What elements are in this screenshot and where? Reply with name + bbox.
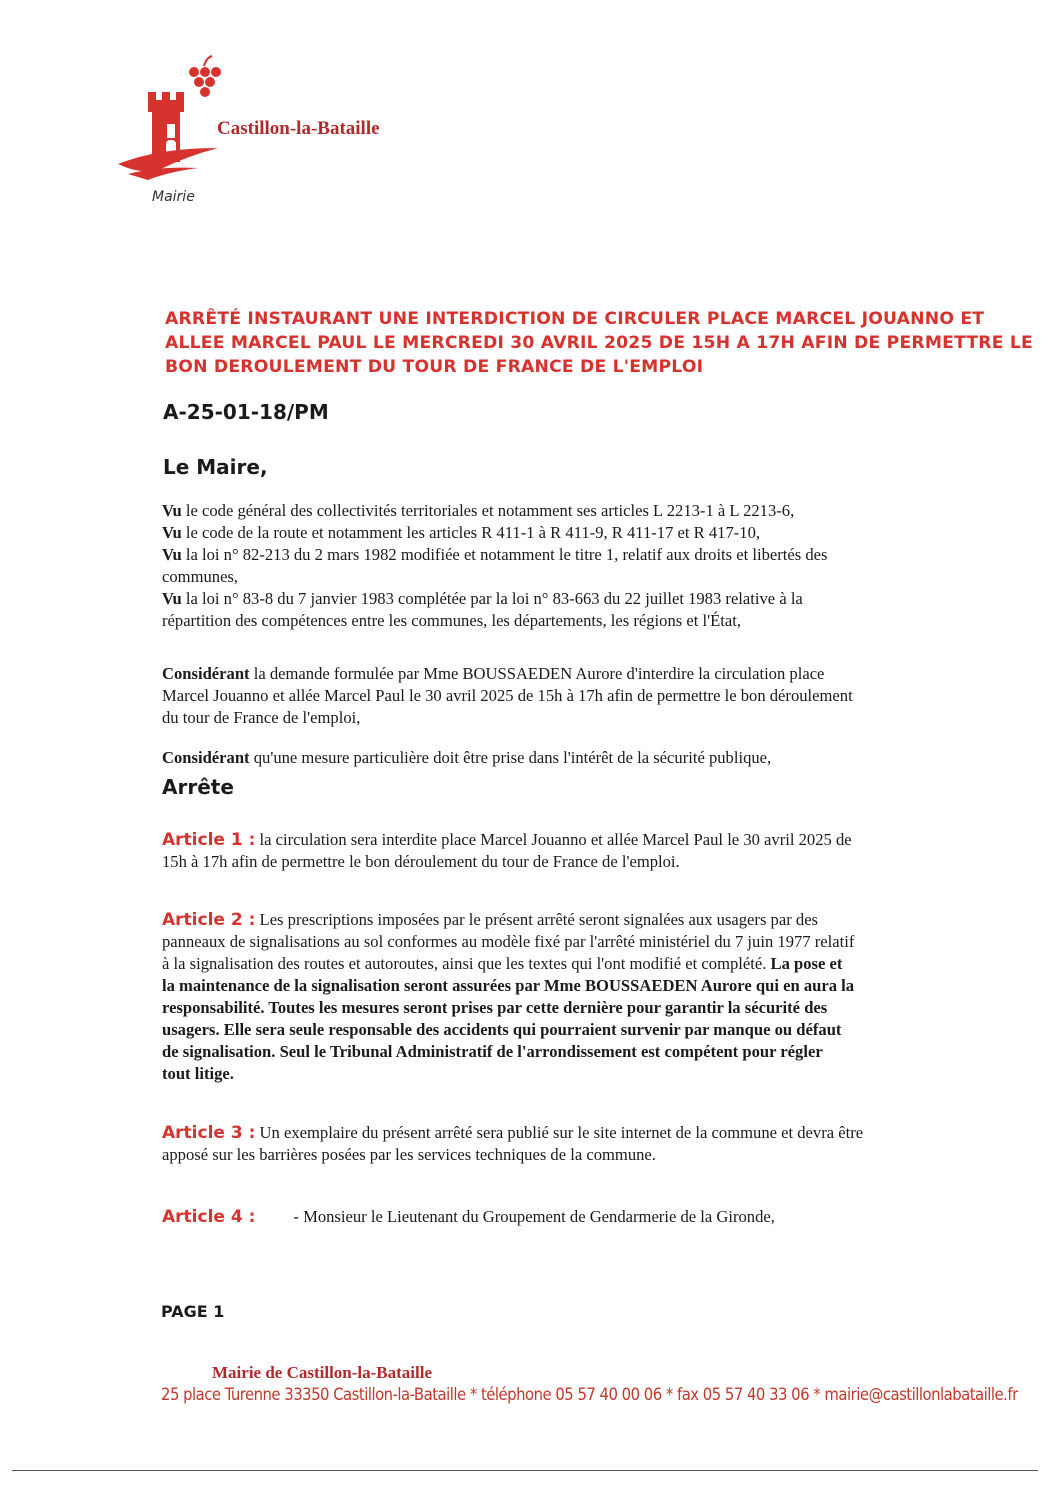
vu-text: la loi n° 82-213 du 2 mars 1982 modifiée et notamment le titre 1, relatif aux droits et libertés des [185, 545, 828, 564]
legal-basis-item [162, 588, 992, 632]
legal-basis-block [162, 500, 992, 632]
town-logo [118, 52, 228, 182]
article-3 [162, 1122, 992, 1166]
considerant-lead: Considérant [162, 748, 250, 767]
article-label: Article 4 : [162, 1207, 256, 1227]
page-number: PAGE 1 [161, 1302, 225, 1321]
considerant-paragraph [162, 663, 992, 729]
title-line: BON DEROULEMENT DU TOUR DE FRANCE DE L'EMPLOI [165, 357, 704, 377]
article-label: Article 1 : [162, 830, 256, 850]
issuer-heading: Le Maire, [163, 455, 268, 479]
bottom-rule [12, 1470, 1038, 1471]
mairie-label: Mairie [152, 189, 195, 205]
article-bold-text: de signalisation. Seul le Tribunal Administratif de l'arrondissement est compétent pour régler [162, 1042, 823, 1061]
article-text: à la signalisation des routes et autoroutes, ainsi que les textes qui l'ont modifié et complété. [162, 954, 767, 973]
footer-name: Mairie de Castillon-la-Bataille [212, 1363, 433, 1382]
vu-lead: Vu [162, 545, 182, 564]
title-line: ARRÊTÉ INSTAURANT UNE INTERDICTION DE CIRCULER PLACE MARCEL JOUANNO ET [165, 309, 985, 329]
considerant-text: qu'une mesure particulière doit être prise dans l'intérêt de la sécurité publique, [249, 748, 772, 767]
considerant-text: Marcel Jouanno et allée Marcel Paul le 30 avril 2025 de 15h à 17h afin de permettre le bon déroulement [162, 686, 853, 705]
document-title [165, 307, 1033, 379]
vu-text: le code général des collectivités territoriales et notamment ses articles L 2213-1 à L 2213-6, [185, 501, 795, 520]
considerant-paragraph [162, 747, 992, 769]
vu-lead: Vu [162, 523, 182, 542]
title-line: ALLEE MARCEL PAUL LE MERCREDI 30 AVRIL 2025 DE 15H A 17H AFIN DE PERMETTRE LE [165, 333, 1033, 353]
footer-address: 25 place Turenne 33350 Castillon-la-Bataille * téléphone 05 57 40 00 06 * fax 05 57 40 33 06 * mairie@castillonlabataille.fr [161, 1385, 1018, 1404]
considerant-text: la demande formulée par Mme BOUSSAEDEN Aurore d'interdire la circulation place [249, 664, 825, 683]
article-bold-text: La pose et [766, 954, 843, 973]
article-bold-text: tout litige. [162, 1064, 234, 1083]
river-swoosh-icon [118, 148, 218, 171]
article-2 [162, 909, 992, 1085]
grapes-icon [189, 56, 221, 97]
article-text: apposé sur les barrières posées par les services techniques de la commune. [162, 1145, 656, 1164]
article-bold-text: usagers. Elle sera seule responsable des accidents qui pourraient survenir par manque ou défaut [162, 1020, 842, 1039]
article-text: 15h à 17h afin de permettre le bon déroulement du tour de France de l'emploi. [162, 852, 680, 871]
considerant-text: du tour de France de l'emploi, [162, 708, 361, 727]
considerant-lead: Considérant [162, 664, 250, 683]
legal-basis-item [162, 522, 992, 544]
town-name: Castillon-la-Bataille [217, 118, 380, 139]
article-1 [162, 829, 992, 873]
article-text: Les prescriptions imposées par le présent arrêté seront signalées aux usagers par des [255, 910, 819, 929]
vu-text: communes, [162, 567, 239, 586]
vu-text: répartition des compétences entre les communes, les départements, les régions et l'État, [162, 611, 741, 630]
article-text: Un exemplaire du présent arrêté sera publié sur le site internet de la commune et devra être [255, 1123, 864, 1142]
vu-lead: Vu [162, 501, 182, 520]
vu-lead: Vu [162, 589, 182, 608]
article-4 [162, 1206, 992, 1228]
vu-text: la loi n° 83-8 du 7 janvier 1983 complétée par la loi n° 83-663 du 22 juillet 1983 relative à la [185, 589, 803, 608]
article-text: - Monsieur le Lieutenant du Groupement de Gendarmerie de la Gironde, [293, 1207, 775, 1226]
vu-text: le code de la route et notamment les articles R 411-1 à R 411-9, R 411-17 et R 417-10, [185, 523, 761, 542]
legal-basis-item [162, 500, 992, 522]
article-bold-text: responsabilité. Toutes les mesures seront prises par cette dernière pour garantir la sécurité des [162, 998, 828, 1017]
decree-heading: Arrête [162, 775, 234, 799]
legal-basis-item [162, 544, 992, 588]
article-text: la circulation sera interdite place Marcel Jouanno et allée Marcel Paul le 30 avril 2025 de [255, 830, 852, 849]
article-bold-text: la maintenance de la signalisation seront assurées par Mme BOUSSAEDEN Aurore qui en aura la [162, 976, 855, 995]
article-label: Article 3 : [162, 1123, 256, 1143]
document-reference: A-25-01-18/PM [163, 400, 329, 424]
article-label: Article 2 : [162, 910, 256, 930]
article-text: panneaux de signalisations au sol conformes au modèle fixé par l'arrêté ministériel du 7 juin 1977 relatif [162, 932, 855, 951]
